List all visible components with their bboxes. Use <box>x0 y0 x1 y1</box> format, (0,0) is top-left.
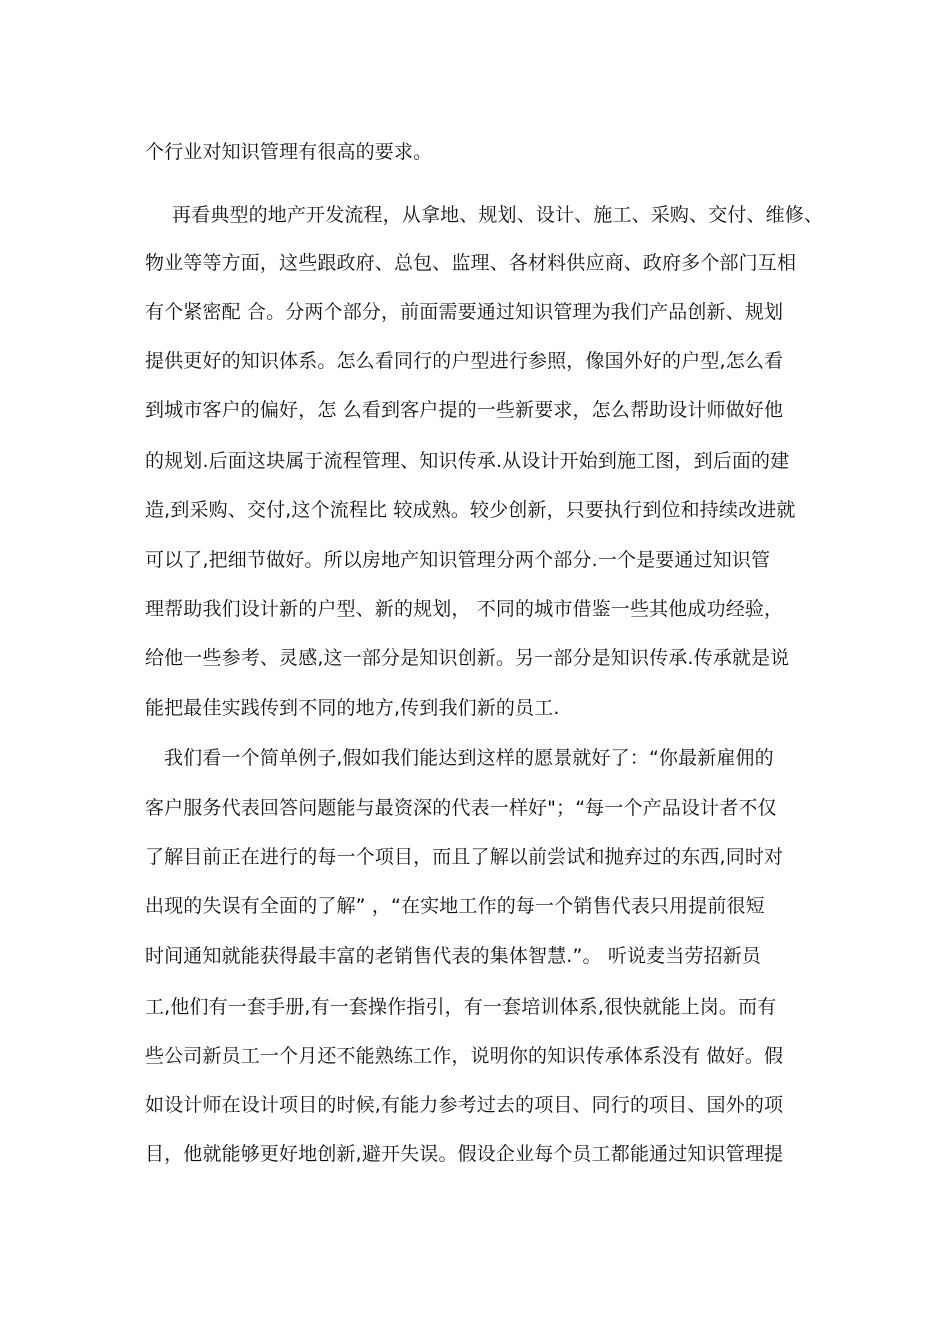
paragraph-2-line-10: 给他一些参考、灵感,这一部分是知识创新。另一部分是知识传承.传承就是说 <box>145 647 790 669</box>
paragraph-3-line-1: 我们看一个简单例子,假如我们能达到这样的愿景就好了：“你最新雇佣的 <box>164 747 774 769</box>
paragraph-3-line-5: 时间通知就能获得最丰富的老销售代表的集体智慧.”。 听说麦当劳招新员 <box>145 945 762 967</box>
paragraph-2-line-2: 物业等等方面，这些跟政府、总包、监理、各材料供应商、政府多个部门互相 <box>145 252 797 274</box>
paragraph-2-line-9: 理帮助我们设计新的户型、新的规划， 不同的城市借鉴一些其他成功经验， <box>145 598 784 620</box>
paragraph-2-line-3: 有个紧密配 合。分两个部分，前面需要通过知识管理为我们产品创新、规划 <box>145 301 784 323</box>
paragraph-2-line-5: 到城市客户的偏好，怎 么看到客户提的一些新要求，怎么帮助设计师做好他 <box>145 399 784 421</box>
paragraph-2-line-1: 再看典型的地产开发流程，从拿地、规划、设计、施工、采购、交付、维修、 <box>172 204 824 226</box>
paragraph-2-line-7: 造,到采购、交付,这个流程比 较成熟。较少创新，只要执行到位和持续改进就 <box>145 499 796 521</box>
paragraph-2-line-8: 可以了,把细节做好。所以房地产知识管理分两个部分.一个是要通过知识管 <box>145 549 771 571</box>
paragraph-3-line-8: 如设计师在设计项目的时候,有能力参考过去的项目、同行的项目、国外的项 <box>145 1094 784 1116</box>
paragraph-3-line-2: 客户服务代表回答问题能与最资深的代表一样好"；“每一个产品设计者不仅 <box>145 797 777 819</box>
paragraph-2-line-11: 能把最佳实践传到不同的地方,传到我们新的员工. <box>145 697 560 719</box>
paragraph-3-line-9: 目，他就能够更好地创新,避开失误。假设企业每个员工都能通过知识管理提 <box>145 1143 784 1165</box>
paragraph-2-line-6: 的规划.后面这块属于流程管理、知识传承.从设计开始到施工图，到后面的建 <box>145 450 790 472</box>
paragraph-3-line-6: 工,他们有一套手册,有一套操作指引，有一套培训体系,很快就能上岗。而有 <box>145 996 777 1018</box>
paragraph-2-line-4: 提供更好的知识体系。怎么看同行的户型进行参照，像国外好的户型,怎么看 <box>145 350 784 372</box>
paragraph-3-line-3: 了解目前正在进行的每一个项目，而且了解以前尝试和抛弃过的东西,同时对 <box>145 846 784 868</box>
paragraph-3-line-4: 出现的失误有全面的了解” ，“在实地工作的每一个销售代表只用提前很短 <box>145 895 765 917</box>
paragraph-3-line-7: 些公司新员工一个月还不能熟练工作，说明你的知识传承体系没有 做好。假 <box>145 1045 784 1067</box>
paragraph-1-line-1: 个行业对知识管理有很高的要求。 <box>145 141 433 163</box>
